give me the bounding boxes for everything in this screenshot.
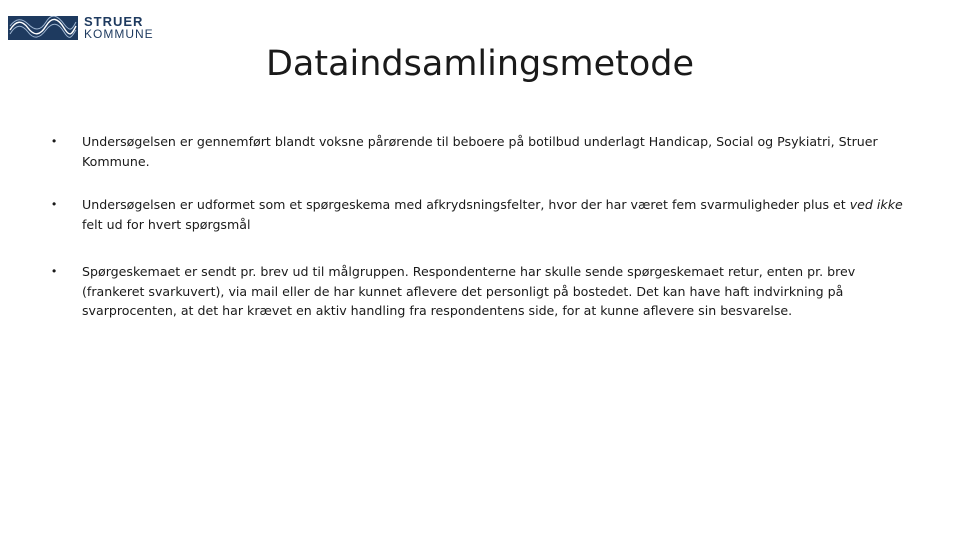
bullet-text: Spørgeskemaet er sendt pr. brev ud til målgruppen. Respondenterne har skulle sende spørgeskemaet retur, enten pr. brev (frankeret svarkuvert), via mail eller de har kunnet aflevere det personligt på bostedet. Det kan have haft indvirkning på svarprocenten, at det har krævet en aktiv handling fra respondentens side, for at kunne aflevere sin besvarelse.: [82, 264, 856, 318]
bullet-marker: •: [52, 264, 57, 278]
bullet-text: [82, 195, 912, 234]
wave-icon: [8, 16, 78, 40]
bullet-list: [52, 132, 912, 345]
bullet-text: Undersøgelsen er gennemført blandt voksne pårørende til beboere på botilbud underlagt Handicap, Social og Psykiatri, Struer Kommune.: [82, 134, 878, 169]
bullet-text-italic: ved ikke: [849, 197, 903, 212]
struer-kommune-logo: [8, 16, 154, 40]
bullet-item-1: [52, 132, 912, 171]
bullet-marker: •: [52, 134, 57, 148]
bullet-text-before: Undersøgelsen er udformet som et spørgeskema med afkrydsningsfelter, hvor der har været fem svarmuligheder plus et: [82, 197, 850, 212]
logo-line-2: KOMMUNE: [84, 27, 154, 41]
bullet-item-2: [52, 195, 912, 234]
bullet-item-3: [52, 262, 912, 321]
bullet-text-after: felt ud for hvert spørgsmål: [82, 216, 251, 232]
page-title: Dataindsamlingsmetode: [265, 44, 695, 84]
bullet-marker: •: [52, 197, 57, 211]
logo-text: [84, 16, 154, 40]
logo-line-1: STRUER: [84, 14, 144, 29]
